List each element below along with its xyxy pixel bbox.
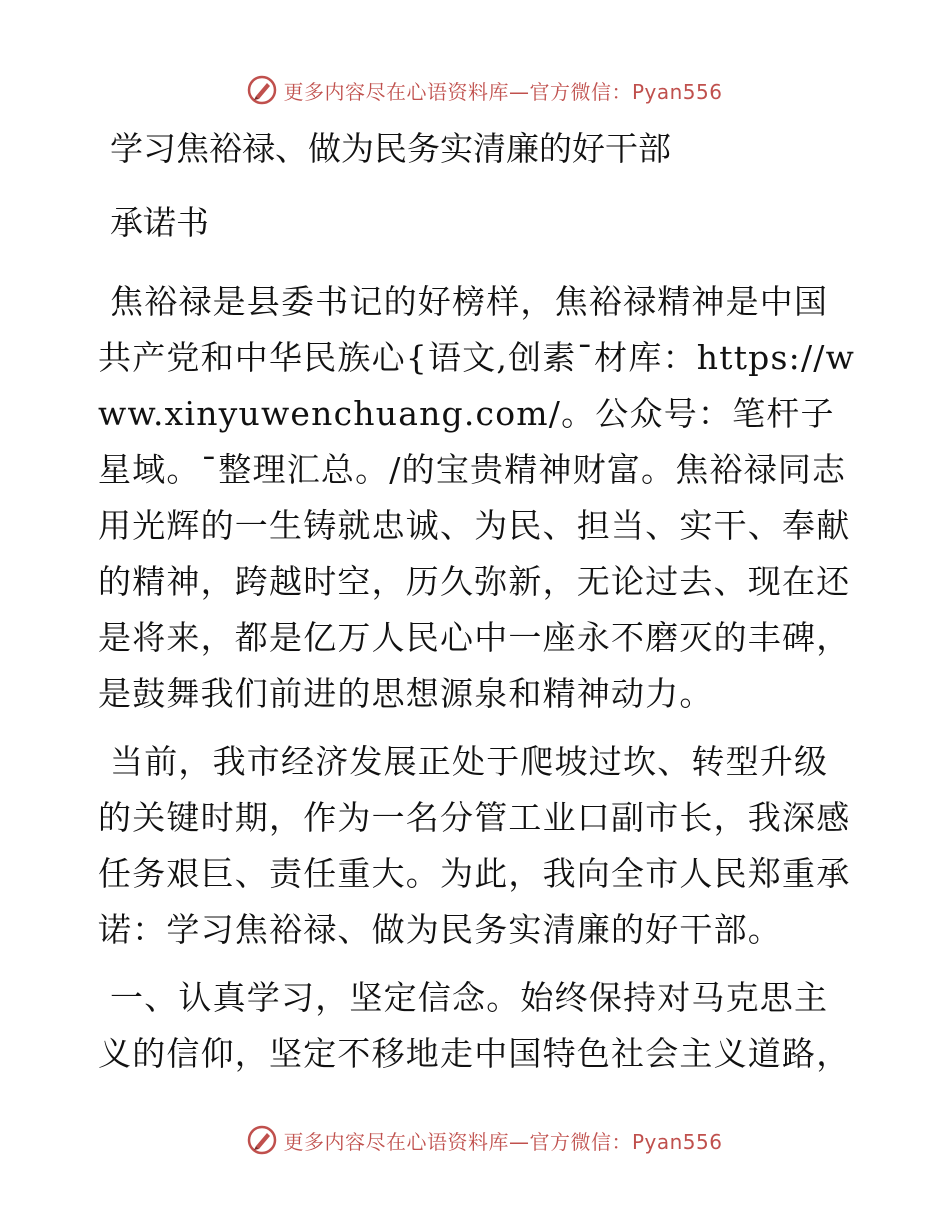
watermark-header [0,70,950,110]
watermark-text: 更多内容尽在心语资料库—官方微信：Pyan556 [283,79,723,104]
watermark-text: 更多内容尽在心语资料库—官方微信：Pyan556 [283,1129,723,1154]
document-body [98,118,858,1082]
paragraph-intro: 焦裕禄是县委书记的好榜样，焦裕禄精神是中国共产党和中华民族心{语文,创素¯材库：https://www.xinyuwenchuang.com/。公众号：笔杆子星域。¯整理汇总。/的宝贵精神财富。焦裕禄同志用光辉的一生铸就忠诚、为民、担当、实干、奉献的精神，跨越时空，历久弥新，无论过去、现在还是将来，都是亿万人民心中一座永不磨灭的丰碑，是鼓舞我们前进的思想源泉和精神动力。 [98,282,856,713]
paragraph-point-one: 一、认真学习，坚定信念。始终保持对马克思主义的信仰，坚定不移地走中国特色社会主义道路， [98,978,851,1073]
pen-logo-icon [247,75,277,105]
document-title: 学习焦裕禄、做为民务实清廉的好干部 [110,129,671,168]
pen-logo-icon [247,1125,277,1155]
watermark-footer [0,1120,950,1160]
document-subtitle: 承诺书 [110,203,209,242]
paragraph-pledge: 当前，我市经济发展正处于爬坡过坎、转型升级的关键时期，作为一名分管工业口副市长，我深感任务艰巨、责任重大。为此，我向全市人民郑重承诺：学习焦裕禄、做为民务实清廉的好干部。 [98,742,851,949]
